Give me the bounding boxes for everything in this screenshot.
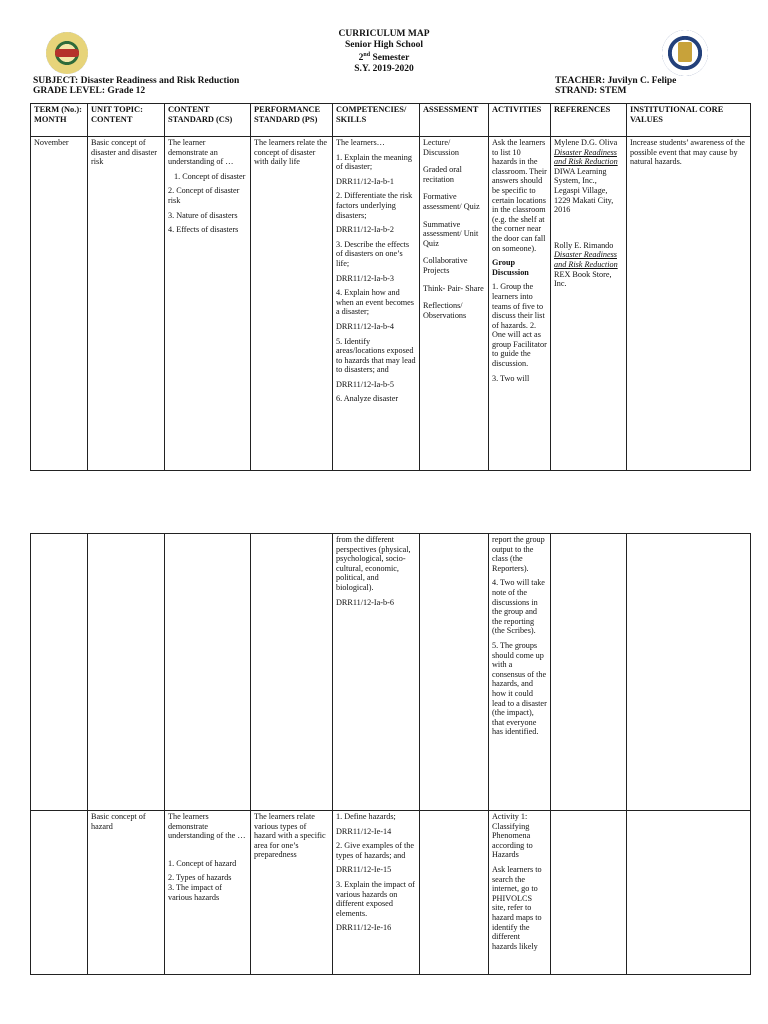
table-row — [31, 534, 751, 811]
column-header: UNIT TOPIC: CONTENT — [88, 104, 165, 137]
column-header: ACTIVITIES — [489, 104, 551, 137]
table-row — [31, 137, 751, 471]
document-title — [0, 29, 768, 74]
column-header: INSTITUTIONAL CORE VALUES — [627, 104, 751, 137]
curriculum-table-page-1 — [30, 103, 751, 471]
activities-cell: report the group output to the class (the Reporters). 4. Two will take note of the discussions in the group and the reporting (the Scribes). 5. The groups should come up with a consensus of the hazards, and how it could lead to a disaster (the impact), that everyone has identified. — [489, 534, 551, 811]
content-standard-cell: The learners demonstrate understanding of the … 1. Concept of hazard 2. Types of hazards 3. The impact of various hazards — [165, 811, 251, 975]
column-header: REFERENCES — [551, 104, 627, 137]
header-row — [31, 104, 751, 137]
column-header: TERM (No.): MONTH — [31, 104, 88, 137]
competencies-cell: The learners… 1. Explain the meaning of disaster; DRR11/12-Ia-b-1 2. Differentiate the risk factors underlying disasters; DRR11/12-Ia-b-2 3. Describe the effects of disasters on one’s life; DRR11/12-Ia-b-3 4. Explain how and when an event becomes a disaster; DRR11/12-Ia-b-4 5. Identify areas/locations exposed to hazards that may lead to disasters; and DRR11/12-Ia-b-5 6. Analyze disaster — [333, 137, 420, 471]
core-values-cell: Increase students’ awareness of the possible event that may cause by natural hazards. — [627, 137, 751, 471]
subject-label: SUBJECT: Disaster Readiness and Risk Reduction — [33, 76, 240, 86]
assessment-cell — [420, 811, 489, 975]
curriculum-table-page-2 — [30, 533, 751, 975]
content-standard-cell: The learner demonstrate an understanding of … 1. Concept of disaster 2. Concept of disaster risk 3. Nature of disasters 4. Effects of disasters — [165, 137, 251, 471]
core-values-cell — [627, 811, 751, 975]
column-header: CONTENT STANDARD (CS) — [165, 104, 251, 137]
assessment-cell: Lecture/ Discussion Graded oral recitation Formative assessment/ Quiz Summative assessment/ Unit Quiz Collaborative Projects Think- Pair- Share Reflections/ Observations — [420, 137, 489, 471]
column-header: COMPETENCIES/ SKILLS — [333, 104, 420, 137]
performance-standard-cell: The learners relate the concept of disaster with daily life — [251, 137, 333, 471]
teacher-label: TEACHER: Juvilyn C. Felipe — [555, 76, 677, 86]
title-line: Senior High School — [345, 39, 423, 50]
performance-standard-cell: The learners relate various types of hazard with a specific area for one’s preparedness — [251, 811, 333, 975]
performance-standard-cell — [251, 534, 333, 811]
grade-level-label: GRADE LEVEL: Grade 12 — [33, 86, 146, 96]
column-header: ASSESSMENT — [420, 104, 489, 137]
competencies-cell: 1. Define hazards; DRR11/12-Ie-14 2. Give examples of the types of hazards; and DRR11/12-Ie-15 3. Explain the impact of various hazards on different exposed elements. DRR11/12-Ie-16 — [333, 811, 420, 975]
references-cell — [551, 534, 627, 811]
assessment-cell — [420, 534, 489, 811]
core-values-cell — [627, 534, 751, 811]
unit-topic-cell: Basic concept of disaster and disaster risk — [88, 137, 165, 471]
table-row — [31, 811, 751, 975]
references-cell — [551, 811, 627, 975]
semester-line: 2nd Semester — [358, 52, 410, 64]
term-cell — [31, 811, 88, 975]
references-cell: Mylene D.G. Oliva Disaster Readiness and Risk Reduction DIWA Learning System, Inc., Legaspi Village, 1229 Makati City, 2016 Rolly E. Rimando Disaster Readiness and Risk Reduction REX Book Store, Inc. — [551, 137, 627, 471]
school-year: S.Y. 2019-2020 — [354, 63, 414, 74]
strand-label: STRAND: STEM — [555, 86, 627, 96]
competencies-cell: from the different perspectives (physical, psychological, socio-cultural, economic, political, and biological). DRR11/12-Ia-b-6 — [333, 534, 420, 811]
unit-topic-cell — [88, 534, 165, 811]
title-line: CURRICULUM MAP — [338, 29, 430, 39]
activities-cell: Ask the learners to list 10 hazards in the classroom. Their answers should be specific to certain locations in the classroom (e.g. the shelf at the corner near the door can fall on someone). Group Discussion 1. Group the learners into teams of five to discuss their list of hazards. 2. One will act as group Facilitator to guide the discussion. 3. Two will — [489, 137, 551, 471]
content-standard-cell — [165, 534, 251, 811]
column-header: PERFORMANCE STANDARD (PS) — [251, 104, 333, 137]
activities-cell: Activity 1: Classifying Phenomena according to Hazards Ask learners to search the internet, go to PHIVOLCS site, refer to hazard maps to identify the different hazards likely — [489, 811, 551, 975]
term-cell: November — [31, 137, 88, 471]
term-cell — [31, 534, 88, 811]
unit-topic-cell: Basic concept of hazard — [88, 811, 165, 975]
